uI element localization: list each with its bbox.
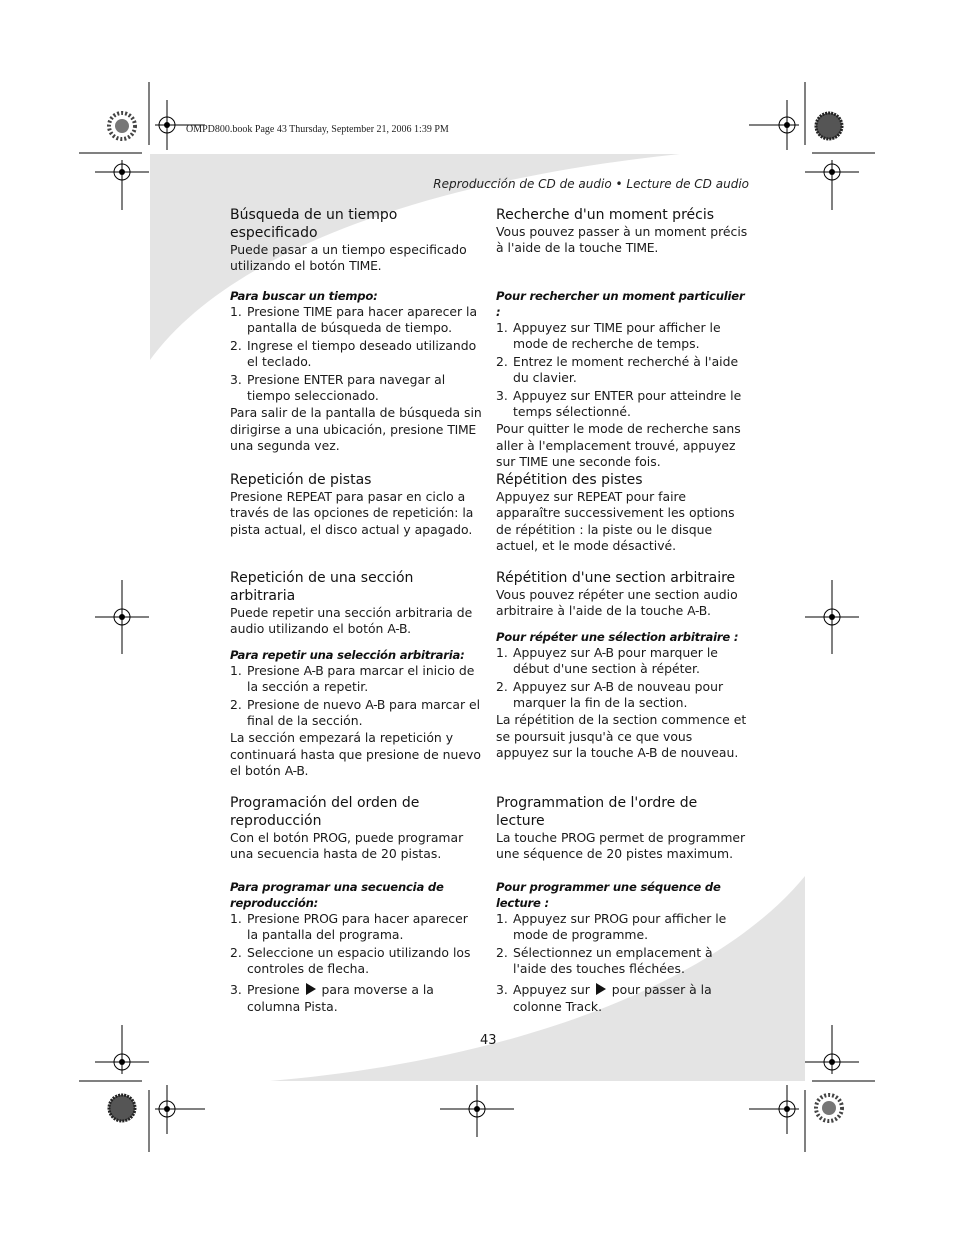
section-text: Appuyez sur REPEAT pour faire apparaître successivement les options de répétition : la piste ou le disque actuel, et le mode désactivé. xyxy=(496,489,735,554)
list-item: 3. Appuyez sur ENTER pour atteindre le temps sélectionné. xyxy=(496,387,742,420)
section-intro: Con el botón PROG, puede programar una secuencia hasta de 20 pistas. xyxy=(230,830,464,862)
list-item: 3. Presione para moverse a la columna Pista. xyxy=(230,982,434,1014)
note-text: La sección empezará la repetición y continuará hasta que presione de nuevo el botón A-B. xyxy=(230,730,481,779)
reg-target-9 xyxy=(155,1085,205,1134)
section-title: Programación del orden de reproducción xyxy=(230,795,420,829)
list-item: 3. Presione ENTER para navegar al tiempo seleccionado. xyxy=(230,371,446,404)
section-title: Répétition des pistes xyxy=(496,472,643,488)
list-item: 3. Appuyez sur pour passer à la colonne Track. xyxy=(496,982,712,1014)
step-list xyxy=(496,320,748,420)
section-es-program xyxy=(230,794,482,1016)
section-es-search-steps xyxy=(230,288,482,455)
section-fr-program xyxy=(496,794,748,1016)
section-fr-repeat-tracks xyxy=(496,471,748,555)
section-intro: Vous pouvez passer à un moment précis à l'aide de la touche TIME. xyxy=(496,224,748,256)
section-es-search-time xyxy=(230,206,482,275)
procedure-heading: Para repetir una selección arbitraria: xyxy=(230,647,465,662)
reg-target-8 xyxy=(805,1025,859,1074)
book-info: OMPD800.book Page 43 Thursday, September 21, 2006 1:39 PM xyxy=(186,124,449,135)
section-fr-search-steps xyxy=(496,288,748,471)
reg-target-11 xyxy=(749,1085,799,1134)
section-text: Presione REPEAT para pasar en ciclo a través de las opciones de repetición: la pista actual, el disco actual y apagado. xyxy=(230,489,474,537)
section-es-repeat-ab xyxy=(230,569,482,780)
list-item: 2. Appuyez sur A-B de nouveau pour marquer la fin de la section. xyxy=(496,678,724,711)
section-intro: Puede repetir una sección arbitraria de audio utilizando el botón A-B. xyxy=(230,605,473,637)
reg-target-7 xyxy=(95,1025,149,1074)
step-list xyxy=(496,911,748,1015)
section-title: Repetición de pistas xyxy=(230,472,372,488)
section-intro: Puede pasar a un tiempo especificado utilizando el botón TIME. xyxy=(230,242,467,274)
reg-target-4 xyxy=(805,160,859,210)
note-text: La répétition de la section commence et se poursuit jusqu'à ce que vous appuyez sur la touche A-B de nouveau. xyxy=(496,712,747,761)
list-item: 2. Seleccione un espacio utilizando los controles de flecha. xyxy=(230,944,471,977)
section-intro: Vous pouvez répéter une section audio arbitraire à l'aide de la touche A-B. xyxy=(496,587,738,619)
list-item: 2. Entrez le moment recherché à l'aide du clavier. xyxy=(496,353,739,386)
list-item: 2. Sélectionnez un emplacement à l'aide des touches fléchées. xyxy=(496,944,713,977)
play-arrow-icon xyxy=(306,983,316,995)
step-list xyxy=(230,304,482,404)
page-number: 43 xyxy=(480,1033,497,1048)
step-list xyxy=(230,911,482,1015)
list-item: 1. Presione A-B para marcar el inicio de la sección a repetir. xyxy=(230,662,475,695)
list-item: 1. Appuyez sur TIME pour afficher le mode de recherche de temps. xyxy=(496,320,721,352)
section-title: Búsqueda de un tiempo especificado xyxy=(230,207,398,241)
procedure-heading: Pour répéter une sélection arbitraire : xyxy=(496,629,739,644)
reg-target-2 xyxy=(749,100,799,150)
play-arrow-icon xyxy=(596,983,606,995)
section-title: Recherche d'un moment précis xyxy=(496,207,715,223)
list-item: 2. Presione de nuevo A-B para marcar el final de la sección. xyxy=(230,696,481,729)
section-title: Répétition d'une section arbitraire xyxy=(496,570,736,586)
list-item: 1. Appuyez sur PROG pour afficher le mode de programme. xyxy=(496,910,727,943)
section-fr-search-time xyxy=(496,206,748,257)
starburst-tr xyxy=(816,113,842,139)
note-text: Pour quitter le mode de recherche sans aller à l'emplacement trouvé, appuyez sur TIME une seconde fois. xyxy=(496,421,741,470)
procedure-heading: Para buscar un tiempo: xyxy=(230,289,378,303)
section-title: Programmation de l'ordre de lecture xyxy=(496,795,698,829)
list-item: 1. Appuyez sur A-B pour marquer le début d'une section à répéter. xyxy=(496,644,718,677)
note-text: Para salir de la pantalla de búsqueda sin dirigirse a una ubicación, presione TIME una segunda vez. xyxy=(230,405,482,454)
list-item: 1. Presione PROG para hacer aparecer la pantalla del programa. xyxy=(230,910,468,943)
procedure-heading: Pour programmer une séquence de lecture : xyxy=(496,879,721,910)
procedure-heading: Para programar una secuencia de reproducción: xyxy=(230,879,444,910)
step-list xyxy=(230,663,482,730)
procedure-heading: Pour rechercher un moment particulier : xyxy=(496,289,745,319)
starburst-bl xyxy=(109,1095,135,1121)
section-title: Repetición de una sección arbitraria xyxy=(230,570,414,604)
reg-target-3 xyxy=(95,160,149,210)
list-item: 2. Ingrese el tiempo deseado utilizando el teclado. xyxy=(230,337,477,370)
running-header: Reproducción de CD de audio • Lecture de CD audio xyxy=(433,177,749,191)
section-intro: La touche PROG permet de programmer une séquence de 20 pistes maximum. xyxy=(496,830,746,862)
section-es-repeat-tracks xyxy=(230,471,482,538)
step-list xyxy=(496,645,748,712)
list-item: 1. Presione TIME para hacer aparecer la pantalla de búsqueda de tiempo. xyxy=(230,304,478,336)
section-fr-repeat-ab xyxy=(496,569,748,762)
